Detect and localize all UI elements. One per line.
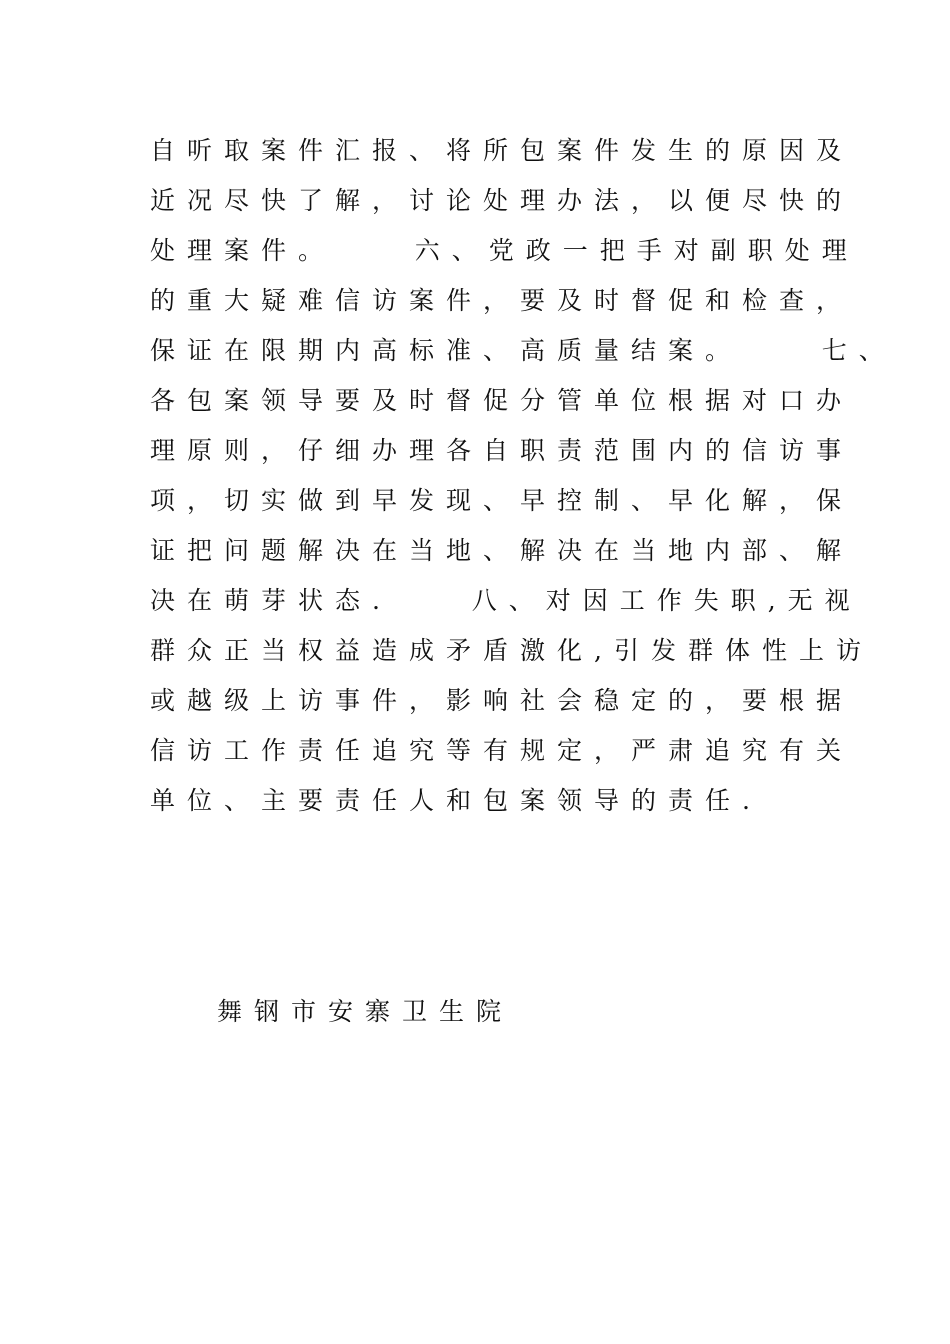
text-line-1: 自听取案件汇报、将所包案件发生的原因及 [150,136,854,165]
text-line-12: 或越级上访事件，影响社会稳定的，要根据 [150,686,854,715]
text-line-9: 证把问题解决在当地、解决在当地内部、解 [150,536,854,565]
text-line-13: 信访工作责任追究等有规定，严肃追究有关 [150,736,854,765]
signature-organization: 舞钢市安寨卫生院 [217,997,514,1026]
text-line-5: 保证在限期内高标准、高质量结案。 七、 [150,336,896,365]
text-line-4: 的重大疑难信访案件，要及时督促和检查， [150,286,854,315]
text-line-3: 处理案件。 六、党政一把手对副职处理 [150,236,859,265]
text-line-8: 项，切实做到早发现、早控制、早化解，保 [150,486,854,515]
text-line-2: 近况尽快了解，讨论处理办法，以便尽快的 [150,186,854,215]
text-line-10: 决在萌芽状态. 八、对因工作失职,无视 [150,586,862,615]
text-line-11: 群众正当权益造成矛盾激化,引发群体性上访 [150,636,873,665]
text-line-7: 理原则，仔细办理各自职责范围内的信访事 [150,436,854,465]
text-line-14: 单位、主要责任人和包案领导的责任. [150,786,762,815]
document-body [150,126,896,826]
text-line-6: 各包案领导要及时督促分管单位根据对口办 [150,386,854,415]
